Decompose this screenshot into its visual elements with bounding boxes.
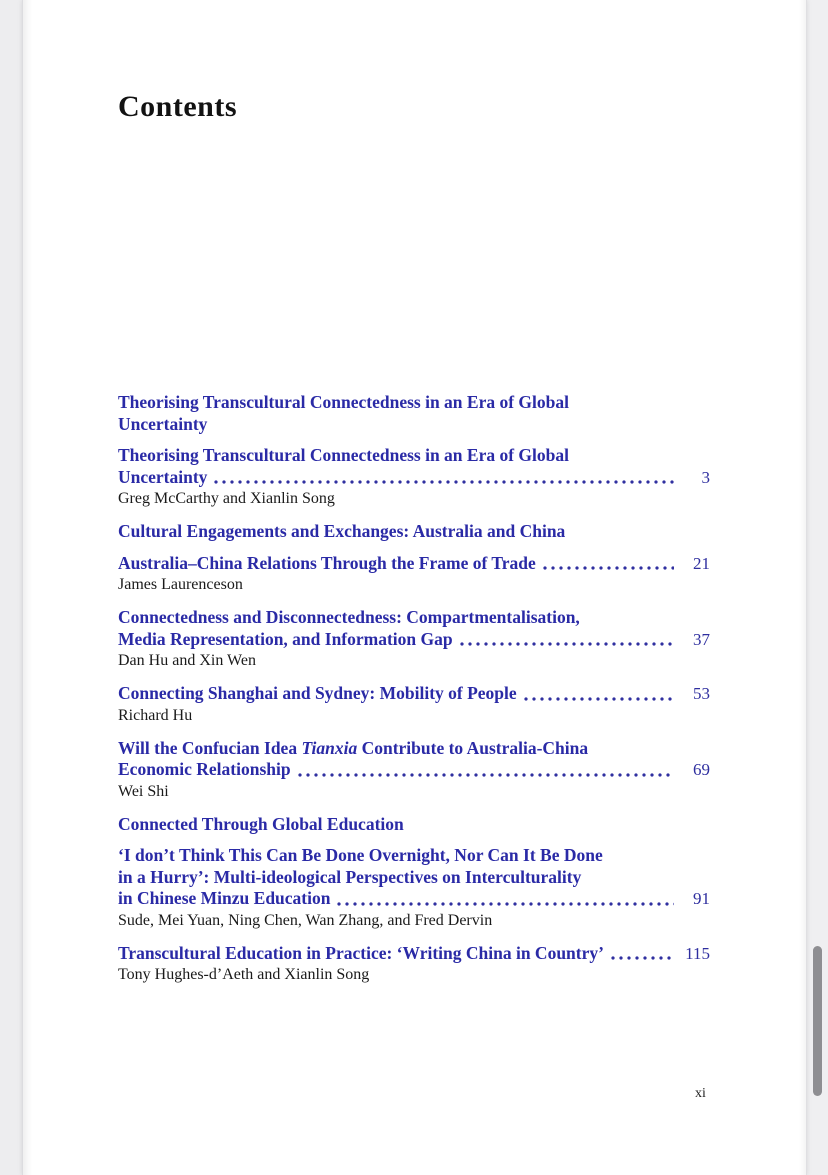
entry-title-row (118, 683, 710, 705)
leader-dots (543, 566, 674, 570)
entry-title-row (118, 467, 710, 489)
toc-entry[interactable] (118, 683, 710, 726)
entry-page-number[interactable]: 21 (693, 553, 710, 573)
toc-section (118, 392, 710, 509)
entry-authors: Dan Hu and Xin Wen (118, 652, 256, 669)
entry-title-italic-segment: Tianxia (301, 737, 358, 758)
section-heading[interactable] (118, 521, 710, 543)
entry-title-row (118, 629, 710, 651)
entry-title-line[interactable]: ‘I don’t Think This Can Be Done Overnight, Nor Can It Be Done (118, 845, 603, 865)
section-heading-line[interactable]: Theorising Transcultural Connectedness in an Era of Global (118, 392, 570, 412)
table-of-contents (118, 392, 710, 997)
entry-authors: Sude, Mei Yuan, Ning Chen, Wan Zhang, and Fred Dervin (118, 911, 493, 929)
toc-entry[interactable] (118, 553, 710, 596)
entry-authors: Tony Hughes-d’Aeth and Xianlin Song (118, 966, 370, 983)
section-heading-line[interactable]: Connected Through Global Education (118, 813, 404, 834)
leader-dots (337, 902, 674, 906)
entry-page-number[interactable]: 3 (701, 467, 710, 487)
toc-entry[interactable] (118, 943, 710, 986)
entry-authors: Greg McCarthy and Xianlin Song (118, 490, 335, 507)
toc-entry[interactable] (118, 607, 710, 671)
section-heading[interactable] (118, 392, 710, 435)
entry-title-line[interactable]: Economic Relationship (118, 759, 291, 779)
section-heading-line[interactable]: Uncertainty (118, 413, 208, 434)
entry-title-row (118, 553, 710, 575)
entry-authors: Wei Shi (118, 782, 169, 800)
entry-title-row (118, 943, 710, 965)
entry-title-row (118, 759, 710, 781)
entry-title-line[interactable]: Transcultural Education in Practice: ‘Writing China in Country’ (118, 942, 604, 963)
entry-title-row (118, 888, 710, 910)
toc-entry[interactable] (118, 738, 710, 802)
entry-authors: Richard Hu (118, 706, 193, 724)
entry-page-number[interactable]: 53 (693, 684, 710, 703)
page-title: Contents (118, 90, 238, 123)
entry-page-number[interactable]: 91 (693, 889, 710, 908)
section-heading-line[interactable]: Cultural Engagements and Exchanges: Australia and China (118, 521, 566, 541)
entry-title-line[interactable]: Australia–China Relations Through the Frame of Trade (118, 552, 536, 573)
entry-title-line[interactable]: in Chinese Minzu Education (118, 888, 331, 908)
section-heading[interactable] (118, 814, 710, 836)
scrollbar-thumb[interactable] (813, 946, 822, 1096)
toc-entry[interactable] (118, 845, 710, 931)
entry-title-segment: Contribute to Australia-China (357, 737, 589, 758)
leader-dots (611, 956, 674, 960)
toc-section (118, 814, 710, 986)
leader-dots (298, 773, 674, 777)
page-folio: xi (695, 1086, 706, 1101)
leader-dots (460, 642, 674, 646)
entry-title-line[interactable] (118, 738, 710, 760)
leader-dots (214, 480, 674, 484)
entry-page-number[interactable]: 115 (685, 943, 710, 963)
entry-title-line[interactable]: Connecting Shanghai and Sydney: Mobility of People (118, 683, 517, 703)
entry-page-number[interactable]: 69 (693, 760, 710, 779)
entry-title-line[interactable]: Uncertainty (118, 466, 208, 487)
entry-title-line[interactable]: in a Hurry’: Multi-ideological Perspectives on Interculturality (118, 866, 582, 887)
entry-title-segment: Will the Confucian Idea (118, 737, 302, 758)
entry-title-line[interactable]: Connectedness and Disconnectedness: Compartmentalisation, (118, 607, 580, 627)
entry-authors: James Laurenceson (118, 576, 243, 593)
entry-page-number[interactable]: 37 (693, 629, 710, 649)
entry-title-line[interactable]: Theorising Transcultural Connectedness in an Era of Global (118, 445, 570, 465)
leader-dots (524, 697, 674, 701)
toc-entry[interactable] (118, 445, 710, 509)
entry-title-line[interactable]: Media Representation, and Information Gap (118, 628, 453, 649)
document-page (22, 0, 807, 1175)
toc-section (118, 521, 710, 802)
